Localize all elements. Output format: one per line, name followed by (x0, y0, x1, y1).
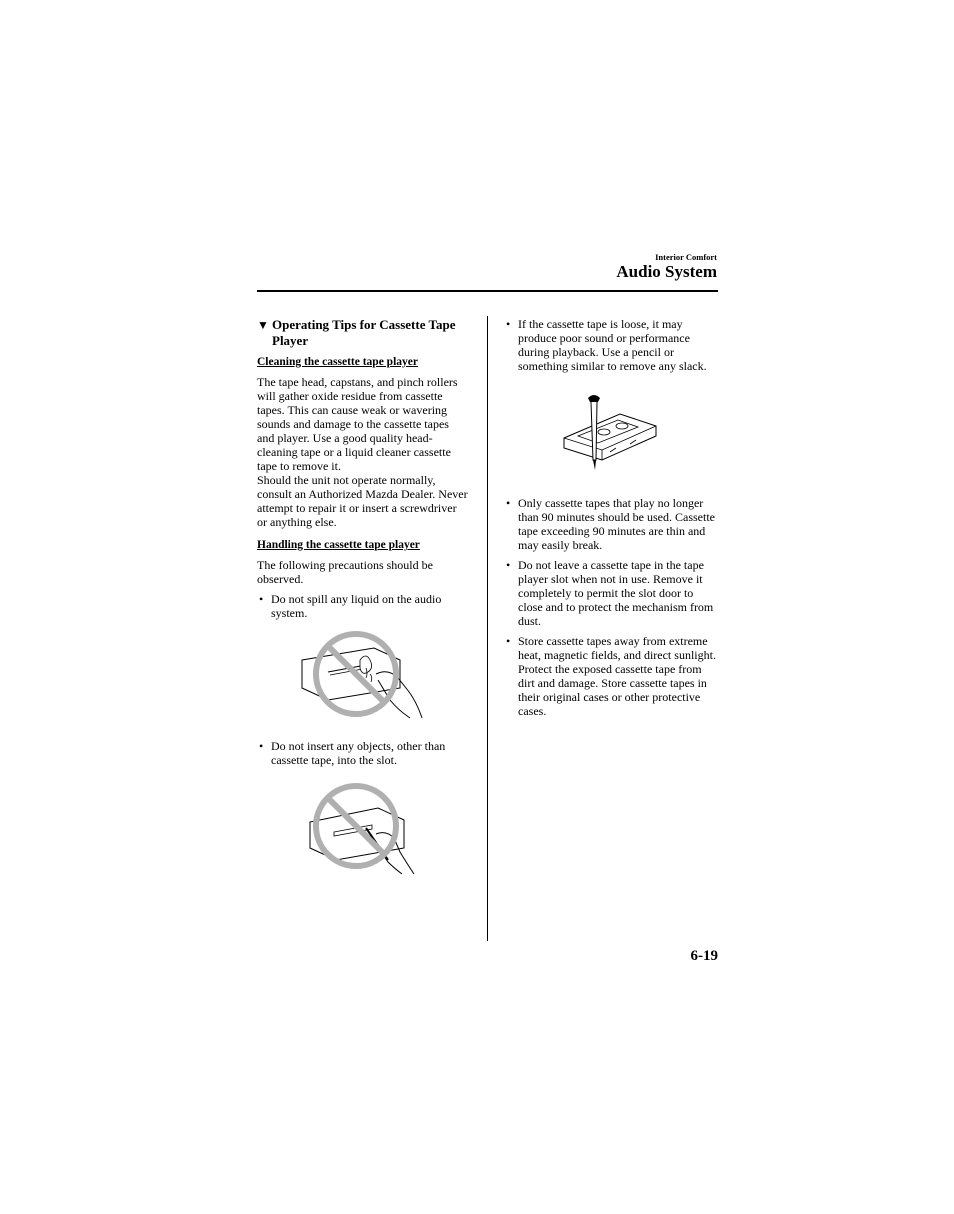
bullet-icon: • (506, 317, 511, 331)
list-item-text: Do not spill any liquid on the audio system. (271, 592, 442, 620)
list-item-text: Store cassette tapes away from extreme heat, magnetic fields, and direct sunlight. Protect the exposed cassette tape from dirt and damage. Store cassette tapes in their original cases or other protective cases. (518, 634, 716, 718)
left-column-lower (257, 739, 469, 767)
bullet-icon: • (506, 634, 511, 648)
list-item (504, 634, 716, 718)
list-item-text: Do not leave a cassette tape in the tape player slot when not in use. Remove it completely to permit the slot door to close and to protect the mechanism from dust. (518, 558, 714, 628)
list-item (257, 739, 469, 767)
bullet-icon: • (506, 558, 511, 572)
column-divider (487, 316, 488, 941)
list-item (504, 317, 716, 373)
cassette-pencil-illustration (560, 390, 660, 480)
no-objects-illustration (306, 782, 421, 877)
page-title: Audio System (616, 262, 717, 281)
dealer-paragraph: Should the unit not operate normally, consult an Authorized Mazda Dealer. Never attempt to repair it or insert a screwdriver or anything else. (257, 473, 468, 529)
cleaning-paragraph: The tape head, capstans, and pinch rollers will gather oxide residue from cassette tapes. This can cause weak or wavering sounds and damage to the cassette tapes and player. Use a good quality head-cleaning tape or a liquid cleaner cassette tape to remove it. (257, 375, 458, 473)
bullet-icon: • (506, 496, 511, 510)
right-column-upper (504, 317, 716, 373)
triangle-marker-icon: ▼ (257, 318, 269, 332)
section-heading (257, 317, 487, 349)
section-label: Interior Comfort (655, 252, 717, 262)
subheading-cleaning: Cleaning the cassette tape player (257, 356, 418, 368)
bullet-icon: • (259, 592, 264, 606)
list-item (504, 496, 716, 552)
left-column-upper (257, 355, 469, 620)
subheading-handling: Handling the cassette tape player (257, 539, 420, 551)
bullet-icon: • (259, 739, 264, 753)
list-item (257, 592, 469, 620)
list-item-text: Do not insert any objects, other than cassette tape, into the slot. (271, 739, 446, 767)
header-rule (257, 290, 718, 292)
section-heading-text: Operating Tips for Cassette Tape Player (272, 317, 456, 348)
page-number: 6-19 (690, 948, 718, 964)
list-item-text: Only cassette tapes that play no longer than 90 minutes should be used. Cassette tape exceeding 90 minutes are thin and may easily break. (518, 496, 715, 552)
right-column-lower (504, 496, 716, 718)
precautions-paragraph: The following precautions should be observed. (257, 558, 433, 586)
list-item-text: If the cassette tape is loose, it may produce poor sound or performance during playback. Use a pencil or something similar to remove any slack. (518, 317, 707, 373)
no-liquid-illustration (296, 630, 426, 726)
list-item (504, 558, 716, 628)
